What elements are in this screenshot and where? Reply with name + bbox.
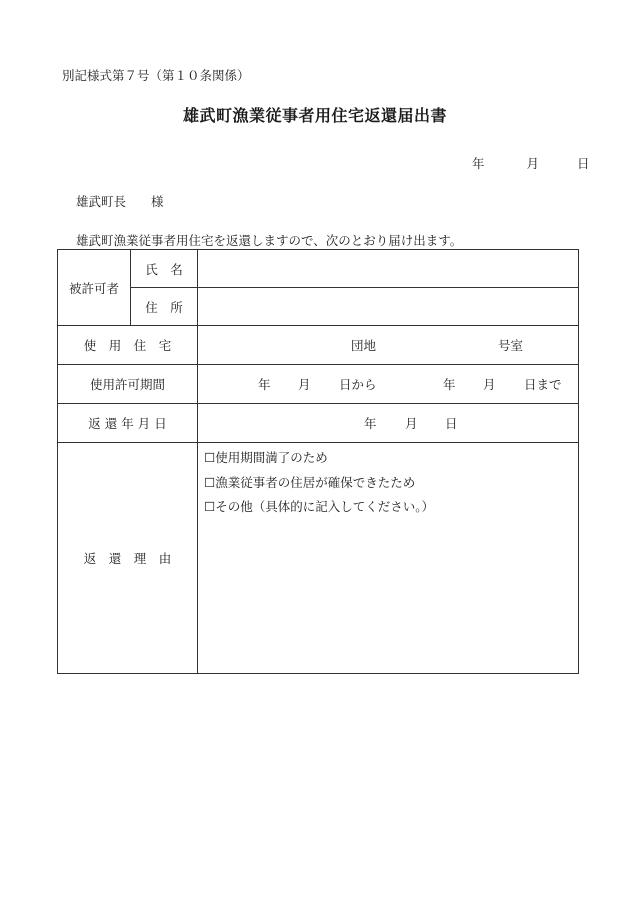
date-month: 月 <box>526 156 539 171</box>
period-to-day: 日まで <box>524 377 562 392</box>
reason-option-housing-secured[interactable]: ☐漁業従事者の住居が確保できたため <box>204 474 416 490</box>
period-from-day: 日から <box>339 377 377 392</box>
date-day: 日 <box>576 156 590 171</box>
permittee-label: 被許可者 <box>58 250 131 326</box>
reason-option-other[interactable]: ☐その他（具体的に記入してください。） <box>204 499 434 514</box>
reason-option-expired[interactable]: ☐使用期間満了のため <box>204 450 328 465</box>
reason-options <box>198 443 579 674</box>
name-label: 氏 名 <box>131 250 198 288</box>
housing-field[interactable] <box>198 326 579 365</box>
period-from-month: 月 <box>298 377 311 392</box>
period-from-year: 年 <box>258 377 271 392</box>
return-date-field[interactable] <box>198 404 579 443</box>
reason-label: 返 還 理 由 <box>58 443 198 674</box>
form-reference: 別記様式第７号（第１０条関係） <box>62 68 250 83</box>
housing-label: 使 用 住 宅 <box>58 326 198 365</box>
period-to-year: 年 <box>443 377 456 392</box>
return-date-label: 返 還 年 月 日 <box>58 404 198 443</box>
recipient: 雄武町長 様 <box>76 194 164 209</box>
housing-room: 号室 <box>498 338 524 353</box>
period-to-month: 月 <box>483 377 496 392</box>
name-field[interactable] <box>198 250 579 288</box>
date-year: 年 <box>472 156 485 171</box>
return-form-table <box>57 249 579 674</box>
submission-date <box>472 154 589 172</box>
return-day: 日 <box>445 416 458 431</box>
intro-text: 雄武町漁業従事者用住宅を返還しますので、次のとおり届け出ます。 <box>76 233 463 248</box>
return-month: 月 <box>405 416 418 431</box>
document-title: 雄武町漁業従事者用住宅返還届出書 <box>182 106 447 125</box>
address-field[interactable] <box>198 288 579 326</box>
housing-block: 団地 <box>351 338 377 353</box>
return-year: 年 <box>364 416 377 431</box>
period-field[interactable] <box>198 365 579 404</box>
period-label: 使用許可期間 <box>58 365 198 404</box>
address-label: 住 所 <box>131 288 198 326</box>
